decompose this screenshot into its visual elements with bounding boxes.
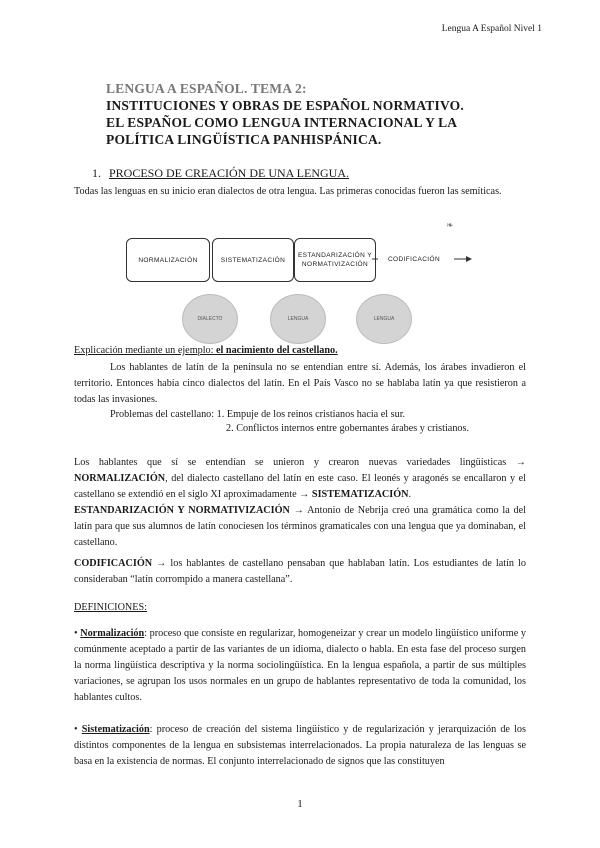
bold-term: NORMALIZACIÓN xyxy=(74,473,166,484)
page-number: 1 xyxy=(297,798,303,810)
text-run: . xyxy=(408,489,412,500)
section-heading xyxy=(92,166,349,181)
text-run: → Antonio de Nebrija creó una gramática como la del latín para que sus alumnos de latín conociesen los términos gramaticales con una lengua que ya dominaban, el castellano. xyxy=(74,505,527,548)
codification-paragraph xyxy=(74,556,526,588)
diagram-box-estandarizacion: ESTANDARIZACIÓN Y NORMATIVIZACIÓN xyxy=(294,238,376,282)
speakers-paragraph xyxy=(74,455,526,551)
title-line: POLÍTICA LINGÜÍSTICA PANHISPÁNICA. xyxy=(106,132,382,147)
diagram-arrows xyxy=(126,228,486,288)
bullet: • xyxy=(74,724,82,735)
text-run: Los hablantes que sí se entendían se unieron y crearon nuevas variedades lingüísticas → xyxy=(74,457,526,468)
problems-item-2: 2. Conflictos internos entre gobernantes árabes y cristianos. xyxy=(226,423,470,434)
example-heading xyxy=(74,345,338,356)
document-title xyxy=(106,80,464,148)
title-line: LENGUA A ESPAÑOL. TEMA 2: xyxy=(106,81,307,96)
process-diagram xyxy=(126,228,486,348)
intro-paragraph: Todas las lenguas en su inicio eran dialectos de otra lengua. Las primeras conocidas fueron las semíticas. xyxy=(74,186,502,197)
definition-sistematizacion xyxy=(74,722,526,770)
bold-term: SISTEMATIZACIÓN xyxy=(311,489,409,500)
diagram-box-codificacion: CODIFICACIÓN xyxy=(387,255,441,263)
definition-normalizacion xyxy=(74,626,526,706)
diagram-circle-lengua: LENGUA xyxy=(356,294,412,344)
title-line: INSTITUCIONES Y OBRAS DE ESPAÑOL NORMATIVO. xyxy=(106,98,464,113)
decorative-leaf-icon: ❧ xyxy=(446,220,454,230)
example-heading-prefix: Explicación mediante un ejemplo: xyxy=(74,345,217,356)
definition-term: Sistematización xyxy=(81,724,150,735)
bullet: • xyxy=(74,628,81,639)
bold-term: ESTANDARIZACIÓN Y NORMATIVIZACIÓN xyxy=(74,505,290,516)
definitions-heading: DEFINICIONES: xyxy=(74,602,148,613)
running-header: Lengua A Español Nivel 1 xyxy=(441,24,542,34)
definition-text: : proceso que consiste en regularizar, homogeneizar y crear un modelo lingüístico uniforme y comúnmente aceptado a partir de las variantes de un idioma, dialecto o habla. En esta fase del proceso surgen la norma lingüística descriptiva y la norma sociolingüística. En la lengua española, a partir de sus múltiples variaciones, se agrupan los usos normales en un grupo de hablantes representativo de toda la comunidad, los hablantes cultos. xyxy=(74,628,526,703)
section-number: 1. xyxy=(92,166,101,180)
example-heading-bold: el nacimiento del castellano. xyxy=(216,345,338,356)
example-paragraph: Los hablantes de latín de la península no se entendían entre sí. Además, los árabes invadieron el territorio. Entonces había cinco dialectos del latín. En el País Vasco no se hablaba latín ya que resistieron a todas las invasiones. xyxy=(74,362,526,405)
bold-term: CODIFICACIÓN xyxy=(74,558,153,569)
diagram-circle-dialecto: DIALECTO xyxy=(182,294,238,344)
problems-item-1: Problemas del castellano: 1. Empuje de los reinos cristianos hacia el sur. xyxy=(110,409,406,420)
section-title: PROCESO DE CREACIÓN DE UNA LENGUA. xyxy=(109,166,350,180)
diagram-box-normalizacion: NORMALIZACIÓN xyxy=(126,238,210,282)
diagram-circle-lengua: LENGUA xyxy=(270,294,326,344)
diagram-box-sistematizacion: SISTEMATIZACIÓN xyxy=(212,238,294,282)
text-run: → los hablantes de castellano pensaban que hablaban latín. Los estudiantes de latín lo consideraban “latín corrompido a manera castellana”. xyxy=(74,558,526,585)
title-line: EL ESPAÑOL COMO LENGUA INTERNACIONAL Y LA xyxy=(106,115,458,130)
definition-text: : proceso de creación del sistema lingüístico y de regularización y jerarquización de los distintos componentes de la lengua en subsistemas interrelacionados. La propia naturaleza de las lenguas se basa en la existencia de normas. El conjunto interrelacionado de signos que las constituyen xyxy=(74,724,526,767)
text-run: , del dialecto castellano del latín en este caso. El leonés y aragonés se encallaron y el castellano se extendió en el siglo XI aproximadamente → xyxy=(74,473,526,500)
definition-term: Normalización xyxy=(80,628,145,639)
